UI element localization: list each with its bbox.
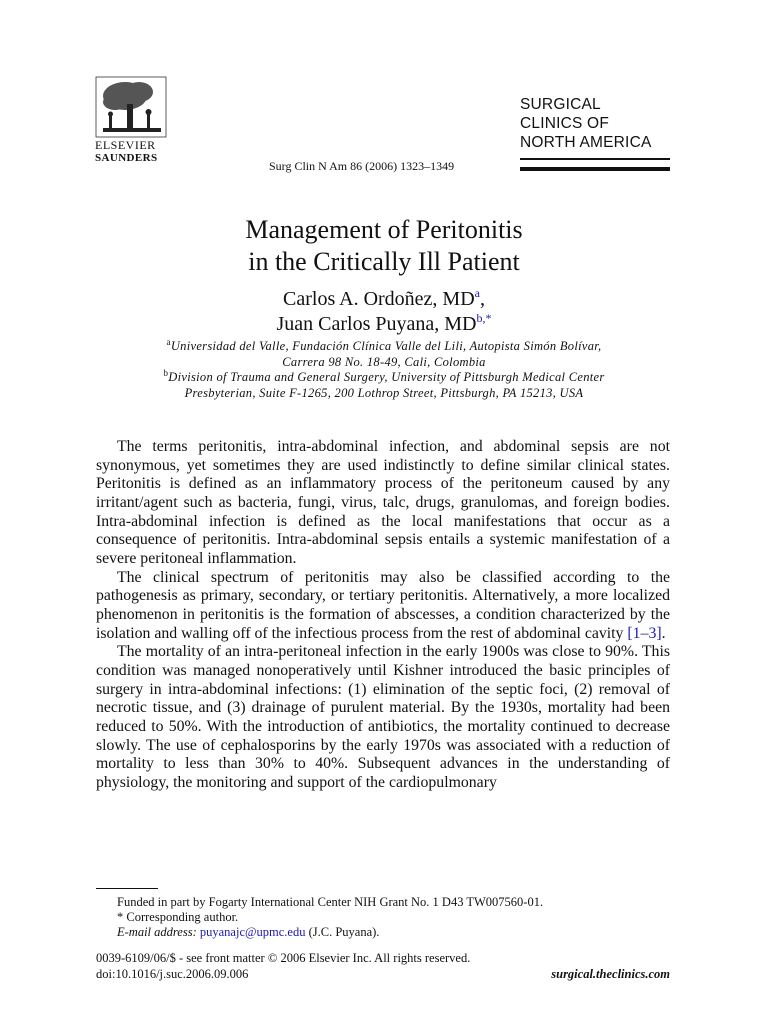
author-list <box>0 287 768 337</box>
email-note <box>117 925 543 940</box>
email-owner: (J.C. Puyana). <box>308 925 380 939</box>
affiliation-link[interactable]: b,* <box>476 311 492 325</box>
email-label: E-mail address: <box>117 925 197 939</box>
affiliation-mark: b <box>163 368 169 378</box>
email-link[interactable]: puyanajc@upmc.edu <box>199 925 306 939</box>
journal-rule <box>520 158 670 160</box>
article-title <box>0 214 768 278</box>
body-paragraph: The clinical spectrum of peritonitis may also be classified according to the pathogenesis as primary, secondary, or tertiary peritonitis. Alternatively, a more localized phenomenon in peritonitis is the formation of abscesses, a condition characterized by the isolation and walling off of the infectious process from the rest of abdominal cavity [1–3]. <box>96 568 670 642</box>
affiliation-line: Presbyterian, Suite F-1265, 200 Lothrop Street, Pittsburgh, PA 15213, USA <box>184 385 584 400</box>
affiliation-line: Carrera 98 No. 18-49, Cali, Colombia <box>282 354 486 369</box>
journal-website-link[interactable]: surgical.theclinics.com <box>551 966 670 981</box>
affiliation-mark: a <box>166 337 171 347</box>
journal-title <box>520 95 652 152</box>
affiliation-link[interactable]: a <box>474 286 480 300</box>
publisher-imprint: SAUNDERS <box>95 152 158 164</box>
journal-citation: Surg Clin N Am 86 (2006) 1323–1349 <box>269 159 455 173</box>
copyright-line: 0039-6109/06/$ - see front matter © 2006 Elsevier Inc. All rights reserved. <box>96 951 471 965</box>
author-line <box>0 312 768 337</box>
journal-title-line: NORTH AMERICA <box>520 134 652 151</box>
author-separator: , <box>479 288 485 310</box>
doi: doi:10.1016/j.suc.2006.09.006 <box>96 966 249 981</box>
affiliation-line: $^a$Universidad del Valle, Fundación Clínica Valle del Lili, Autopista Simón Bolívar, <box>166 337 602 353</box>
body-paragraph: The terms peritonitis, intra-abdominal infection, and abdominal sepsis are not synonymous, yet sometimes they are used indistinctly to define similar clinical states. Peritonitis is defined as an inflammatory process of the peritoneum caused by any irritant/agent such as bacteria, fungi, virus, talc, drugs, granulomas, and foreign bodies. Intra-abdominal infection is defined as the local manifestations that occur as a consequence of peritonitis. Intra-abdominal sepsis entails a systemic manifestation of a severe peritoneal inflammation. <box>96 438 670 567</box>
affiliations <box>0 339 768 401</box>
reference-link[interactable]: [1–3] <box>627 624 662 642</box>
elsevier-logo <box>95 76 175 164</box>
footnotes <box>117 895 543 940</box>
article-body <box>96 438 670 792</box>
publisher-name: ELSEVIER <box>95 138 156 152</box>
author-name: Juan Carlos Puyana, MD <box>276 313 477 335</box>
article-title-line: in the Critically Ill Patient <box>248 247 520 276</box>
author-name: Carlos A. Ordoñez, MD <box>283 288 475 310</box>
affiliation-line: $^b$Division of Trauma and General Surgery, University of Pittsburgh Medical Center <box>163 368 605 384</box>
author-line <box>0 287 768 312</box>
elsevier-tree-icon <box>95 76 167 138</box>
corresponding-note: * Corresponding author. <box>117 910 239 924</box>
journal-title-line: CLINICS OF <box>520 115 609 132</box>
footnote-rule <box>96 888 158 889</box>
journal-title-line: SURGICAL <box>520 96 601 113</box>
body-paragraph: The mortality of an intra-peritoneal infection in the early 1900s was close to 90%. This condition was managed nonoperatively until Kishner introduced the basic principles of surgery in intra-abdominal infections: (1) elimination of the septic foci, (2) removal of necrotic tissue, and (3) drainage of purulent material. By the 1930s, mortality had been reduced to 50%. With the introduction of antibiotics, the mortality continued to decrease slowly. The use of cephalosporins by the early 1970s was associated with a reduction of mortality to less than 30% to 40%. Subsequent advances in the understanding of physiology, the monitoring and support of the cardiopulmonary <box>96 643 670 791</box>
article-title-line: Management of Peritonitis <box>245 215 523 244</box>
journal-rule <box>520 167 670 171</box>
copyright-block <box>96 951 670 982</box>
funding-note: Funded in part by Fogarty International Center NIH Grant No. 1 D43 TW007560-01. <box>117 895 544 909</box>
